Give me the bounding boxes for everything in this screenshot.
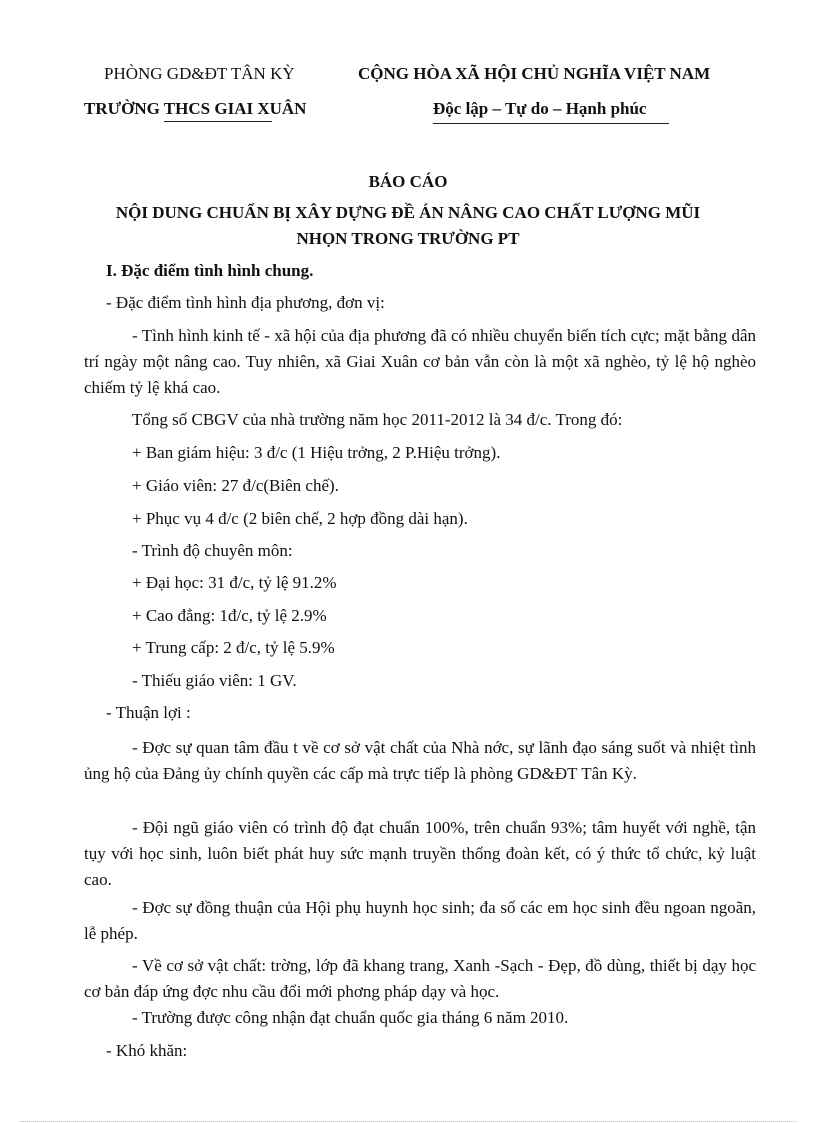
header-right-line1: CỘNG HÒA XÃ HỘI CHỦ NGHĨA VIỆT NAM: [358, 64, 711, 83]
report-subtitle-line2: NHỌN TRONG TRƯỜNG PT: [296, 229, 520, 248]
header-left-line1: PHÒNG GD&ĐT TÂN KỲ: [104, 64, 295, 83]
advantages-heading: - Thuận lợi :: [106, 703, 191, 722]
advantage-1: - Đợc sự quan tâm đầu t về cơ sở vật chất của Nhà nớc, sự lãnh đạo sáng suốt và nhiệt tình ủng hộ của Đảng ủy chính quyền các cấp mà trực tiếp là phòng GD&ĐT Tân Kỳ.: [84, 738, 756, 783]
staff-total: Tổng số CBGV của nhà trường năm học 2011-2012 là 34 đ/c. Trong đó:: [132, 410, 623, 429]
staff-gv: + Giáo viên: 27 đ/c(Biên chế).: [132, 476, 339, 495]
teacher-shortage: - Thiếu giáo viên: 1 GV.: [132, 671, 297, 690]
report-subtitle-line1: NỘI DUNG CHUẨN BỊ XÂY DỰNG ĐỀ ÁN NÂNG CAO CHẤT LƯỢNG MŨI: [115, 203, 701, 222]
header-right-underline: [433, 123, 669, 124]
header-left-underline: [164, 121, 272, 122]
section-heading: I. Đặc điểm tình hình chung.: [106, 261, 314, 280]
advantage-4: - Về cơ sở vật chất: trờng, lớp đã khang trang, Xanh -Sạch - Đẹp, đồ dùng, thiết bị dạy học cơ bản đáp ứng đợc nhu cầu đổi mới phơng pháp dạy và học.: [84, 956, 756, 1001]
header-right-line2: Độc lập – Tự do – Hạnh phúc: [433, 99, 647, 118]
staff-bgh: + Ban giám hiệu: 3 đ/c (1 Hiệu trởng, 2 P.Hiệu trởng).: [132, 443, 501, 462]
qual-college: + Cao đẳng: 1đ/c, tỷ lệ 2.9%: [132, 606, 327, 625]
difficulties-heading: - Khó khăn:: [106, 1041, 188, 1060]
advantage-3: - Đợc sự đồng thuận của Hội phụ huynh học sinh; đa số các em học sinh đều ngoan ngoãn, lễ phép.: [84, 898, 756, 943]
report-title: BÁO CÁO: [368, 172, 448, 191]
advantage-2: - Đội ngũ giáo viên có trình độ đạt chuẩn 100%, trên chuẩn 93%; tâm huyết với nghề, tận tụy với học sinh, luôn biết phát huy sức mạnh truyền thống đoàn kết, có ý thức tổ chức, kỷ luật cao.: [84, 818, 756, 889]
staff-pv: + Phục vụ 4 đ/c (2 biên chế, 2 hợp đồng dài hạn).: [132, 509, 468, 528]
econ-paragraph: - Tình hình kinh tế - xã hội của địa phương đã có nhiều chuyển biến tích cực; mặt bằng dân trí ngày một nâng cao. Tuy nhiên, xã Giai Xuân cơ bản vẫn còn là một xã nghèo, tỷ lệ hộ nghèo chiếm tỷ lệ khá cao.: [84, 326, 756, 397]
qual-intermediate: + Trung cấp: 2 đ/c, tỷ lệ 5.9%: [132, 638, 335, 657]
qualification-heading: - Trình độ chuyên môn:: [132, 541, 293, 560]
qual-university: + Đại học: 31 đ/c, tỷ lệ 91.2%: [132, 573, 337, 592]
local-situation: - Đặc điểm tình hình địa phương, đơn vị:: [106, 293, 385, 312]
national-standard: - Trường được công nhận đạt chuẩn quốc gia tháng 6 năm 2010.: [132, 1008, 569, 1027]
page-bottom-dotted-line: [20, 1121, 796, 1122]
header-left-line2: TRƯỜNG THCS GIAI XUÂN: [84, 99, 307, 118]
